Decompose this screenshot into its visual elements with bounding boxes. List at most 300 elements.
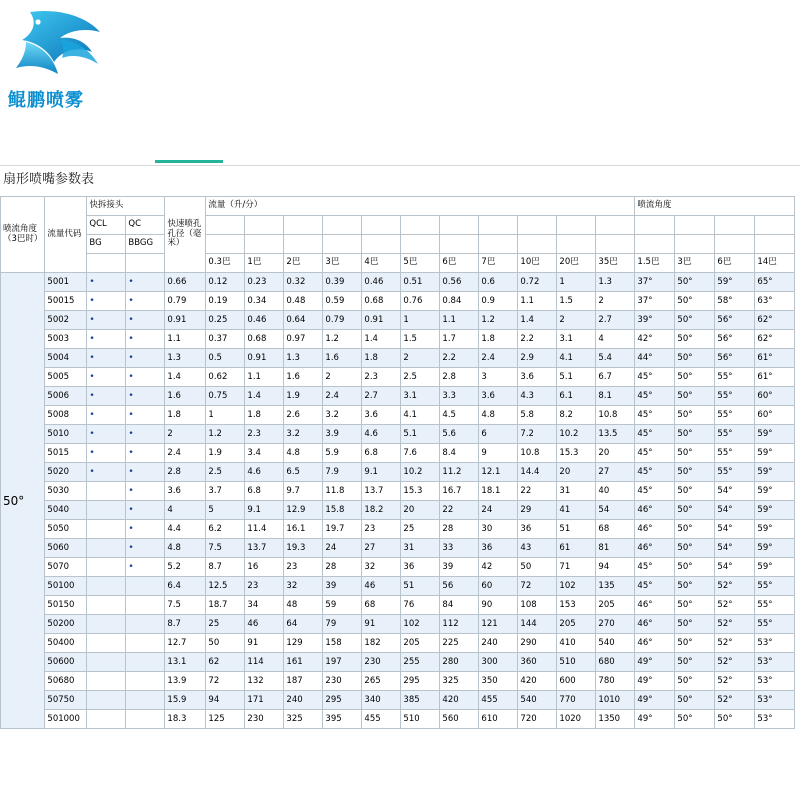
cell-flow-5: 10.2 — [401, 463, 440, 482]
cell-flow-code: 5010 — [45, 425, 87, 444]
cell-flow-8: 720 — [518, 710, 557, 729]
cell-angle-1: 50° — [675, 691, 715, 710]
cell-qcl-mark — [87, 577, 126, 596]
cell-flow-4: 1.8 — [362, 349, 401, 368]
cell-angle-0: 45° — [635, 444, 675, 463]
header-flow-pressure-8: 10巴 — [518, 254, 557, 273]
cell-angle-0: 45° — [635, 558, 675, 577]
header-flow-code: 流量代码 — [45, 197, 87, 273]
cell-flow-10: 6.7 — [596, 368, 635, 387]
cell-orifice: 12.7 — [165, 634, 206, 653]
cell-angle-1: 50° — [675, 406, 715, 425]
cell-orifice: 2 — [165, 425, 206, 444]
cell-flow-9: 2 — [557, 311, 596, 330]
cell-flow-6: 16.7 — [440, 482, 479, 501]
cell-orifice: 0.79 — [165, 292, 206, 311]
cell-flow-code: 5002 — [45, 311, 87, 330]
cell-flow-2: 19.3 — [284, 539, 323, 558]
cell-flow-10: 1.3 — [596, 273, 635, 292]
cell-flow-3: 11.8 — [323, 482, 362, 501]
title-accent-rule — [155, 160, 223, 163]
cell-qcl-mark: • — [87, 330, 126, 349]
cell-flow-6: 84 — [440, 596, 479, 615]
cell-qcl-mark — [87, 710, 126, 729]
cell-flow-code: 50015 — [45, 292, 87, 311]
cell-orifice: 1.3 — [165, 349, 206, 368]
cell-qcl-mark: • — [87, 387, 126, 406]
cell-flow-9: 71 — [557, 558, 596, 577]
cell-flow-5: 102 — [401, 615, 440, 634]
table-row[interactable] — [1, 672, 795, 691]
cell-flow-1: 11.4 — [245, 520, 284, 539]
header-flow-spacer — [245, 216, 284, 235]
header-flow-spacer — [518, 235, 557, 254]
cell-orifice: 1.6 — [165, 387, 206, 406]
table-row[interactable] — [1, 368, 795, 387]
header-flow-spacer — [518, 216, 557, 235]
table-row[interactable] — [1, 691, 795, 710]
cell-qcl-mark: • — [87, 444, 126, 463]
cell-flow-10: 1010 — [596, 691, 635, 710]
header-angle-spacer — [715, 235, 755, 254]
cell-flow-1: 230 — [245, 710, 284, 729]
table-row[interactable] — [1, 273, 795, 292]
header-angle-pressure-2: 6巴 — [715, 254, 755, 273]
cell-angle-3: 63° — [755, 292, 795, 311]
title-divider — [0, 165, 800, 166]
cell-flow-4: 6.8 — [362, 444, 401, 463]
cell-flow-10: 68 — [596, 520, 635, 539]
header-angle-pressure-1: 3巴 — [675, 254, 715, 273]
cell-angle-1: 50° — [675, 710, 715, 729]
header-flow-pressure-6: 6巴 — [440, 254, 479, 273]
cell-angle-1: 50° — [675, 368, 715, 387]
table-row[interactable] — [1, 444, 795, 463]
table-row[interactable] — [1, 330, 795, 349]
cell-flow-code: 5030 — [45, 482, 87, 501]
cell-flow-8: 7.2 — [518, 425, 557, 444]
cell-flow-9: 1.5 — [557, 292, 596, 311]
cell-orifice: 2.4 — [165, 444, 206, 463]
cell-flow-6: 420 — [440, 691, 479, 710]
cell-flow-2: 240 — [284, 691, 323, 710]
cell-flow-0: 0.5 — [206, 349, 245, 368]
cell-flow-7: 300 — [479, 653, 518, 672]
cell-flow-2: 64 — [284, 615, 323, 634]
header-flow-spacer — [596, 235, 635, 254]
cell-angle-3: 59° — [755, 444, 795, 463]
cell-flow-6: 1.1 — [440, 311, 479, 330]
cell-flow-3: 0.79 — [323, 311, 362, 330]
cell-qcl-mark — [87, 501, 126, 520]
cell-flow-8: 36 — [518, 520, 557, 539]
cell-flow-4: 9.1 — [362, 463, 401, 482]
cell-angle-2: 52° — [715, 653, 755, 672]
table-row[interactable] — [1, 311, 795, 330]
header-flow-spacer — [284, 235, 323, 254]
cell-angle-3: 53° — [755, 710, 795, 729]
cell-flow-8: 5.8 — [518, 406, 557, 425]
cell-angle-2: 52° — [715, 615, 755, 634]
cell-angle-3: 55° — [755, 577, 795, 596]
cell-flow-7: 18.1 — [479, 482, 518, 501]
cell-flow-7: 2.4 — [479, 349, 518, 368]
cell-flow-9: 102 — [557, 577, 596, 596]
left-angle-value: 50° — [1, 273, 45, 729]
cell-angle-1: 50° — [675, 330, 715, 349]
cell-flow-9: 510 — [557, 653, 596, 672]
header-angle-group: 喷流角度 — [635, 197, 795, 216]
cell-flow-10: 81 — [596, 539, 635, 558]
cell-flow-code: 5003 — [45, 330, 87, 349]
cell-flow-3: 230 — [323, 672, 362, 691]
cell-flow-10: 10.8 — [596, 406, 635, 425]
table-row[interactable] — [1, 463, 795, 482]
company-logo — [8, 6, 158, 116]
cell-angle-1: 50° — [675, 349, 715, 368]
cell-flow-5: 76 — [401, 596, 440, 615]
cell-flow-3: 295 — [323, 691, 362, 710]
cell-angle-2: 56° — [715, 349, 755, 368]
cell-flow-7: 60 — [479, 577, 518, 596]
table-row[interactable] — [1, 577, 795, 596]
header-flow-spacer — [596, 216, 635, 235]
cell-flow-3: 3.2 — [323, 406, 362, 425]
cell-flow-4: 230 — [362, 653, 401, 672]
cell-flow-5: 385 — [401, 691, 440, 710]
cell-flow-7: 36 — [479, 539, 518, 558]
header-flow-pressure-2: 2巴 — [284, 254, 323, 273]
cell-flow-10: 5.4 — [596, 349, 635, 368]
cell-flow-3: 2.4 — [323, 387, 362, 406]
cell-flow-1: 0.46 — [245, 311, 284, 330]
cell-flow-1: 1.1 — [245, 368, 284, 387]
header-flow-spacer — [557, 235, 596, 254]
cell-flow-2: 48 — [284, 596, 323, 615]
table-row[interactable] — [1, 596, 795, 615]
cell-flow-6: 39 — [440, 558, 479, 577]
cell-flow-8: 540 — [518, 691, 557, 710]
cell-flow-10: 2.7 — [596, 311, 635, 330]
cell-flow-8: 14.4 — [518, 463, 557, 482]
cell-flow-10: 27 — [596, 463, 635, 482]
cell-angle-2: 59° — [715, 273, 755, 292]
fish-bird-logo-icon — [8, 6, 136, 86]
logo-mark-icon — [8, 6, 136, 84]
cell-qcl-mark: • — [87, 292, 126, 311]
cell-flow-1: 1.8 — [245, 406, 284, 425]
cell-angle-1: 50° — [675, 292, 715, 311]
cell-flow-5: 15.3 — [401, 482, 440, 501]
cell-flow-code: 50100 — [45, 577, 87, 596]
header-angle-pressure-3: 14巴 — [755, 254, 795, 273]
cell-flow-3: 158 — [323, 634, 362, 653]
cell-qc-mark — [126, 615, 165, 634]
table-row[interactable] — [1, 634, 795, 653]
cell-flow-4: 13.7 — [362, 482, 401, 501]
cell-flow-8: 360 — [518, 653, 557, 672]
cell-flow-10: 13.5 — [596, 425, 635, 444]
cell-flow-7: 30 — [479, 520, 518, 539]
cell-flow-3: 197 — [323, 653, 362, 672]
header-angle-spacer — [755, 235, 795, 254]
cell-qc-mark: • — [126, 368, 165, 387]
cell-angle-0: 37° — [635, 292, 675, 311]
cell-flow-6: 28 — [440, 520, 479, 539]
cell-flow-1: 171 — [245, 691, 284, 710]
cell-flow-9: 1 — [557, 273, 596, 292]
cell-flow-3: 79 — [323, 615, 362, 634]
cell-orifice: 2.8 — [165, 463, 206, 482]
header-angle-spacer — [755, 216, 795, 235]
cell-angle-0: 46° — [635, 520, 675, 539]
cell-orifice: 5.2 — [165, 558, 206, 577]
cell-flow-code: 5001 — [45, 273, 87, 292]
cell-flow-9: 1020 — [557, 710, 596, 729]
cell-flow-4: 4.6 — [362, 425, 401, 444]
cell-orifice: 15.9 — [165, 691, 206, 710]
cell-flow-2: 0.48 — [284, 292, 323, 311]
cell-flow-2: 0.32 — [284, 273, 323, 292]
cell-flow-4: 18.2 — [362, 501, 401, 520]
cell-flow-0: 2.5 — [206, 463, 245, 482]
cell-flow-4: 46 — [362, 577, 401, 596]
cell-flow-7: 24 — [479, 501, 518, 520]
cell-flow-2: 4.8 — [284, 444, 323, 463]
cell-angle-2: 55° — [715, 444, 755, 463]
cell-flow-code: 50400 — [45, 634, 87, 653]
table-header-row-2 — [1, 216, 795, 235]
cell-flow-2: 1.9 — [284, 387, 323, 406]
header-flow-spacer — [284, 216, 323, 235]
table-row[interactable] — [1, 710, 795, 729]
cell-angle-2: 54° — [715, 520, 755, 539]
cell-flow-9: 61 — [557, 539, 596, 558]
cell-flow-8: 43 — [518, 539, 557, 558]
cell-flow-7: 42 — [479, 558, 518, 577]
cell-qcl-mark: • — [87, 463, 126, 482]
cell-angle-3: 53° — [755, 653, 795, 672]
cell-flow-0: 12.5 — [206, 577, 245, 596]
table-row[interactable] — [1, 653, 795, 672]
header-flow-pressure-7: 7巴 — [479, 254, 518, 273]
cell-flow-0: 94 — [206, 691, 245, 710]
cell-flow-9: 15.3 — [557, 444, 596, 463]
cell-flow-0: 25 — [206, 615, 245, 634]
cell-flow-3: 2 — [323, 368, 362, 387]
cell-angle-0: 45° — [635, 387, 675, 406]
cell-flow-3: 0.39 — [323, 273, 362, 292]
cell-flow-7: 350 — [479, 672, 518, 691]
cell-flow-code: 5040 — [45, 501, 87, 520]
cell-qcl-mark: • — [87, 273, 126, 292]
cell-flow-7: 12.1 — [479, 463, 518, 482]
cell-angle-1: 50° — [675, 539, 715, 558]
cell-qcl-mark — [87, 691, 126, 710]
cell-angle-3: 59° — [755, 482, 795, 501]
cell-angle-1: 50° — [675, 444, 715, 463]
cell-flow-0: 6.2 — [206, 520, 245, 539]
cell-qcl-mark — [87, 558, 126, 577]
header-spray-angle: 喷流角度 （3巴时） — [1, 197, 45, 273]
cell-qcl-mark — [87, 596, 126, 615]
cell-flow-8: 2.9 — [518, 349, 557, 368]
cell-flow-1: 91 — [245, 634, 284, 653]
cell-flow-8: 72 — [518, 577, 557, 596]
cell-flow-code: 5020 — [45, 463, 87, 482]
header-flow-spacer — [401, 216, 440, 235]
cell-angle-0: 45° — [635, 463, 675, 482]
cell-qc-mark — [126, 596, 165, 615]
cell-flow-8: 0.72 — [518, 273, 557, 292]
cell-flow-2: 3.2 — [284, 425, 323, 444]
cell-angle-2: 55° — [715, 406, 755, 425]
logo-text: 鲲鹏喷雾 — [8, 90, 84, 111]
cell-angle-3: 53° — [755, 634, 795, 653]
cell-flow-10: 8.1 — [596, 387, 635, 406]
page-title: 扇形喷嘴参数表 — [3, 172, 95, 187]
cell-qcl-mark — [87, 539, 126, 558]
cell-flow-4: 91 — [362, 615, 401, 634]
cell-flow-code: 5015 — [45, 444, 87, 463]
cell-flow-2: 23 — [284, 558, 323, 577]
table-row[interactable] — [1, 520, 795, 539]
cell-flow-2: 187 — [284, 672, 323, 691]
cell-qc-mark: • — [126, 558, 165, 577]
cell-qc-mark — [126, 691, 165, 710]
cell-angle-1: 50° — [675, 482, 715, 501]
cell-angle-0: 46° — [635, 539, 675, 558]
cell-flow-4: 0.46 — [362, 273, 401, 292]
cell-flow-1: 3.4 — [245, 444, 284, 463]
cell-flow-1: 0.34 — [245, 292, 284, 311]
cell-flow-5: 36 — [401, 558, 440, 577]
cell-angle-0: 45° — [635, 406, 675, 425]
cell-angle-0: 45° — [635, 425, 675, 444]
cell-angle-2: 52° — [715, 577, 755, 596]
cell-angle-2: 55° — [715, 463, 755, 482]
cell-flow-6: 0.56 — [440, 273, 479, 292]
cell-flow-0: 1.9 — [206, 444, 245, 463]
cell-flow-10: 40 — [596, 482, 635, 501]
cell-flow-6: 3.3 — [440, 387, 479, 406]
cell-flow-10: 94 — [596, 558, 635, 577]
cell-flow-code: 5070 — [45, 558, 87, 577]
table-row[interactable] — [1, 425, 795, 444]
cell-qcl-mark: • — [87, 406, 126, 425]
cell-flow-6: 5.6 — [440, 425, 479, 444]
cell-flow-5: 510 — [401, 710, 440, 729]
table-row[interactable] — [1, 406, 795, 425]
cell-flow-3: 1.6 — [323, 349, 362, 368]
header-qc: QC — [126, 216, 165, 235]
cell-flow-7: 610 — [479, 710, 518, 729]
cell-flow-5: 3.1 — [401, 387, 440, 406]
header-flow-spacer — [362, 235, 401, 254]
cell-angle-2: 56° — [715, 330, 755, 349]
cell-qcl-mark — [87, 615, 126, 634]
cell-flow-code: 50150 — [45, 596, 87, 615]
cell-angle-1: 50° — [675, 596, 715, 615]
cell-qc-mark — [126, 634, 165, 653]
cell-flow-8: 50 — [518, 558, 557, 577]
cell-flow-1: 46 — [245, 615, 284, 634]
header-flow-pressure-3: 3巴 — [323, 254, 362, 273]
cell-flow-0: 62 — [206, 653, 245, 672]
header-flow-spacer — [323, 235, 362, 254]
cell-flow-5: 51 — [401, 577, 440, 596]
table-row[interactable] — [1, 539, 795, 558]
cell-angle-3: 59° — [755, 501, 795, 520]
cell-flow-9: 153 — [557, 596, 596, 615]
cell-flow-5: 1 — [401, 311, 440, 330]
cell-flow-0: 8.7 — [206, 558, 245, 577]
cell-flow-3: 395 — [323, 710, 362, 729]
header-flow-spacer — [440, 235, 479, 254]
cell-qcl-mark — [87, 653, 126, 672]
cell-angle-3: 62° — [755, 311, 795, 330]
cell-flow-9: 770 — [557, 691, 596, 710]
cell-flow-9: 41 — [557, 501, 596, 520]
cell-angle-2: 54° — [715, 558, 755, 577]
header-flow-pressure-5: 5巴 — [401, 254, 440, 273]
cell-qc-mark: • — [126, 311, 165, 330]
cell-flow-4: 1.4 — [362, 330, 401, 349]
header-angle-spacer — [675, 235, 715, 254]
cell-angle-3: 53° — [755, 691, 795, 710]
table-row[interactable] — [1, 482, 795, 501]
cell-orifice: 0.66 — [165, 273, 206, 292]
cell-flow-1: 2.3 — [245, 425, 284, 444]
cell-flow-9: 205 — [557, 615, 596, 634]
cell-flow-4: 182 — [362, 634, 401, 653]
cell-flow-10: 780 — [596, 672, 635, 691]
cell-qc-mark: • — [126, 349, 165, 368]
cell-angle-3: 59° — [755, 520, 795, 539]
cell-flow-6: 56 — [440, 577, 479, 596]
cell-flow-2: 2.6 — [284, 406, 323, 425]
cell-angle-3: 59° — [755, 558, 795, 577]
table-row[interactable] — [1, 292, 795, 311]
cell-flow-7: 121 — [479, 615, 518, 634]
cell-flow-code: 5060 — [45, 539, 87, 558]
cell-flow-6: 325 — [440, 672, 479, 691]
header-angle-spacer — [715, 216, 755, 235]
cell-flow-9: 5.1 — [557, 368, 596, 387]
cell-flow-9: 600 — [557, 672, 596, 691]
cell-flow-0: 18.7 — [206, 596, 245, 615]
cell-angle-1: 50° — [675, 425, 715, 444]
cell-flow-5: 1.5 — [401, 330, 440, 349]
cell-qc-mark: • — [126, 292, 165, 311]
table-row[interactable] — [1, 558, 795, 577]
cell-flow-6: 280 — [440, 653, 479, 672]
cell-qc-mark: • — [126, 406, 165, 425]
cell-flow-2: 1.3 — [284, 349, 323, 368]
table-row[interactable] — [1, 615, 795, 634]
header-flow-pressure-9: 20巴 — [557, 254, 596, 273]
table-row[interactable] — [1, 349, 795, 368]
cell-flow-7: 0.6 — [479, 273, 518, 292]
cell-angle-2: 50° — [715, 710, 755, 729]
table-row[interactable] — [1, 501, 795, 520]
cell-flow-5: 2.5 — [401, 368, 440, 387]
cell-qc-mark: • — [126, 330, 165, 349]
header-flow-spacer — [479, 235, 518, 254]
table-row[interactable] — [1, 387, 795, 406]
cell-qc-mark: • — [126, 425, 165, 444]
cell-flow-0: 0.19 — [206, 292, 245, 311]
